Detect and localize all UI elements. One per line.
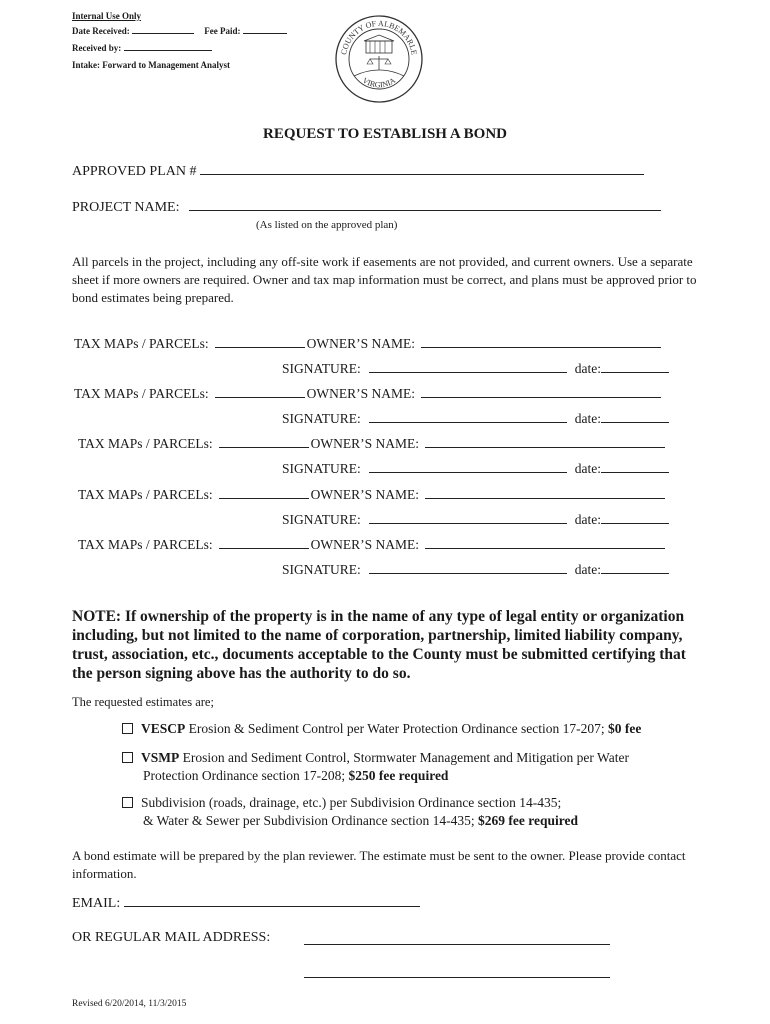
tax-maps-label: TAX MAPs / PARCELs:: [74, 336, 209, 351]
vsmp-text-line1: Erosion and Sediment Control, Stormwater Management and Mitigation per Water: [179, 750, 629, 765]
received-by-line: [124, 49, 212, 51]
vsmp-fee: $250 fee required: [348, 768, 449, 783]
approved-plan-field[interactable]: [72, 164, 644, 180]
signature-label: SIGNATURE:: [282, 361, 361, 376]
tax-maps-line[interactable]: [219, 497, 309, 499]
date-label: date:: [574, 361, 602, 376]
vescp-code: VESCP: [141, 721, 186, 736]
approved-plan-label: APPROVED PLAN #: [72, 164, 197, 179]
owner-name-line[interactable]: [421, 396, 661, 398]
mail-address-line-2[interactable]: [304, 977, 610, 978]
project-name-line[interactable]: [189, 209, 661, 211]
intro-paragraph: All parcels in the project, including any off-site work if easements are not provided, and current owners. Use a separate sheet if more owners are required. Owner and tax map information must be correct, and plans must be approved prior to bond estimates being prepared.: [72, 254, 697, 305]
email-line[interactable]: [124, 905, 420, 907]
subdivision-text-line2: & Water & Sewer per Subdivision Ordinance section 14-435;: [143, 813, 478, 828]
tax-maps-label: TAX MAPs / PARCELs:: [74, 386, 209, 401]
subdivision-fee: $269 fee required: [477, 813, 578, 828]
vsmp-line2: [143, 768, 448, 784]
owner-name-line[interactable]: [421, 346, 661, 348]
owner-row: [74, 386, 661, 402]
email-label: EMAIL:: [72, 896, 121, 911]
signature-line[interactable]: [369, 421, 567, 423]
seal-bottom-text: VIRGINIA: [360, 75, 398, 90]
fee-paid-label: Fee Paid:: [204, 26, 241, 36]
owner-row: [78, 436, 665, 452]
signature-row: [282, 361, 669, 377]
contact-paragraph: A bond estimate will be prepared by the plan reviewer. The estimate must be sent to the owner. Please provide contact information.: [72, 848, 686, 881]
tax-maps-label: TAX MAPs / PARCELs:: [78, 436, 213, 451]
signature-label: SIGNATURE:: [282, 512, 361, 527]
tax-maps-line[interactable]: [219, 446, 309, 448]
date-line[interactable]: [601, 522, 669, 524]
signature-line[interactable]: [369, 572, 567, 574]
date-label: date:: [574, 411, 602, 426]
owner-name-line[interactable]: [425, 547, 665, 549]
date-line[interactable]: [601, 572, 669, 574]
subdivision-text-line1: Subdivision (roads, drainage, etc.) per Subdivision Ordinance section 14-435;: [141, 795, 562, 810]
signature-row: [282, 512, 669, 528]
subdivision-line2: [143, 813, 578, 829]
signature-line[interactable]: [369, 371, 567, 373]
revised-footer: Revised 6/20/2014, 11/3/2015: [72, 999, 187, 1009]
owner-name-label: OWNER’S NAME:: [310, 436, 419, 451]
project-name-field[interactable]: [72, 200, 661, 216]
vescp-option[interactable]: [122, 721, 641, 737]
owner-name-label: OWNER’S NAME:: [306, 386, 415, 401]
tax-maps-label: TAX MAPs / PARCELs:: [78, 487, 213, 502]
date-received-field[interactable]: [72, 26, 287, 36]
signature-row: [282, 411, 669, 427]
vescp-fee: $0 fee: [607, 721, 642, 736]
tax-maps-line[interactable]: [215, 396, 305, 398]
tax-maps-line[interactable]: [219, 547, 309, 549]
date-line[interactable]: [601, 371, 669, 373]
date-label: date:: [574, 562, 602, 577]
owner-row: [78, 537, 665, 553]
vsmp-code: VSMP: [141, 750, 180, 765]
received-by-field[interactable]: [72, 43, 212, 53]
email-field[interactable]: [72, 896, 420, 912]
subdivision-option[interactable]: [122, 795, 561, 811]
tax-maps-line[interactable]: [215, 346, 305, 348]
date-line[interactable]: [601, 471, 669, 473]
signature-label: SIGNATURE:: [282, 461, 361, 476]
note-paragraph: NOTE: If ownership of the property is in the name of any type of legal entity or organization including, but not limited to the name of corporation, partnership, limited liability company, trust, association, etc., documents acceptable to the County must be submitted certifying that the person signing above has the authority to do so.: [72, 608, 686, 682]
approved-plan-line[interactable]: [200, 173, 644, 175]
internal-use-title: Internal Use Only: [72, 11, 142, 21]
mail-address-label: OR REGULAR MAIL ADDRESS:: [72, 930, 271, 945]
subdivision-checkbox[interactable]: [122, 797, 133, 808]
signature-label: SIGNATURE:: [282, 562, 361, 577]
tax-maps-label: TAX MAPs / PARCELs:: [78, 537, 213, 552]
intake-text: Intake: Forward to Management Analyst: [72, 60, 230, 70]
vescp-checkbox[interactable]: [122, 723, 133, 734]
date-received-line: [132, 32, 194, 34]
owner-row: [74, 336, 661, 352]
mail-address-line-1[interactable]: [304, 944, 610, 945]
project-name-label: PROJECT NAME:: [72, 200, 180, 215]
vsmp-checkbox[interactable]: [122, 752, 133, 763]
vsmp-option[interactable]: [122, 750, 629, 766]
vsmp-text-line2: Protection Ordinance section 17-208;: [143, 768, 349, 783]
project-name-hint: (As listed on the approved plan): [256, 219, 398, 231]
county-seal-icon: [334, 14, 424, 104]
owner-name-line[interactable]: [425, 497, 665, 499]
signature-label: SIGNATURE:: [282, 411, 361, 426]
date-received-label: Date Received:: [72, 26, 130, 36]
date-label: date:: [574, 461, 602, 476]
page-title: REQUEST TO ESTABLISH A BOND: [263, 126, 507, 142]
received-by-label: Received by:: [72, 43, 122, 53]
seal-top-text: COUNTY OF ALBEMARLE: [339, 18, 419, 56]
fee-paid-line: [243, 32, 287, 34]
owner-row: [78, 487, 665, 503]
owner-name-label: OWNER’S NAME:: [306, 336, 415, 351]
signature-row: [282, 461, 669, 477]
signature-line[interactable]: [369, 471, 567, 473]
owner-name-label: OWNER’S NAME:: [310, 487, 419, 502]
date-line[interactable]: [601, 421, 669, 423]
vescp-text: Erosion & Sediment Control per Water Protection Ordinance section 17-207;: [185, 721, 608, 736]
signature-line[interactable]: [369, 522, 567, 524]
date-label: date:: [574, 512, 602, 527]
signature-row: [282, 562, 669, 578]
owner-name-line[interactable]: [425, 446, 665, 448]
estimates-intro: The requested estimates are;: [72, 695, 214, 709]
owner-name-label: OWNER’S NAME:: [310, 537, 419, 552]
